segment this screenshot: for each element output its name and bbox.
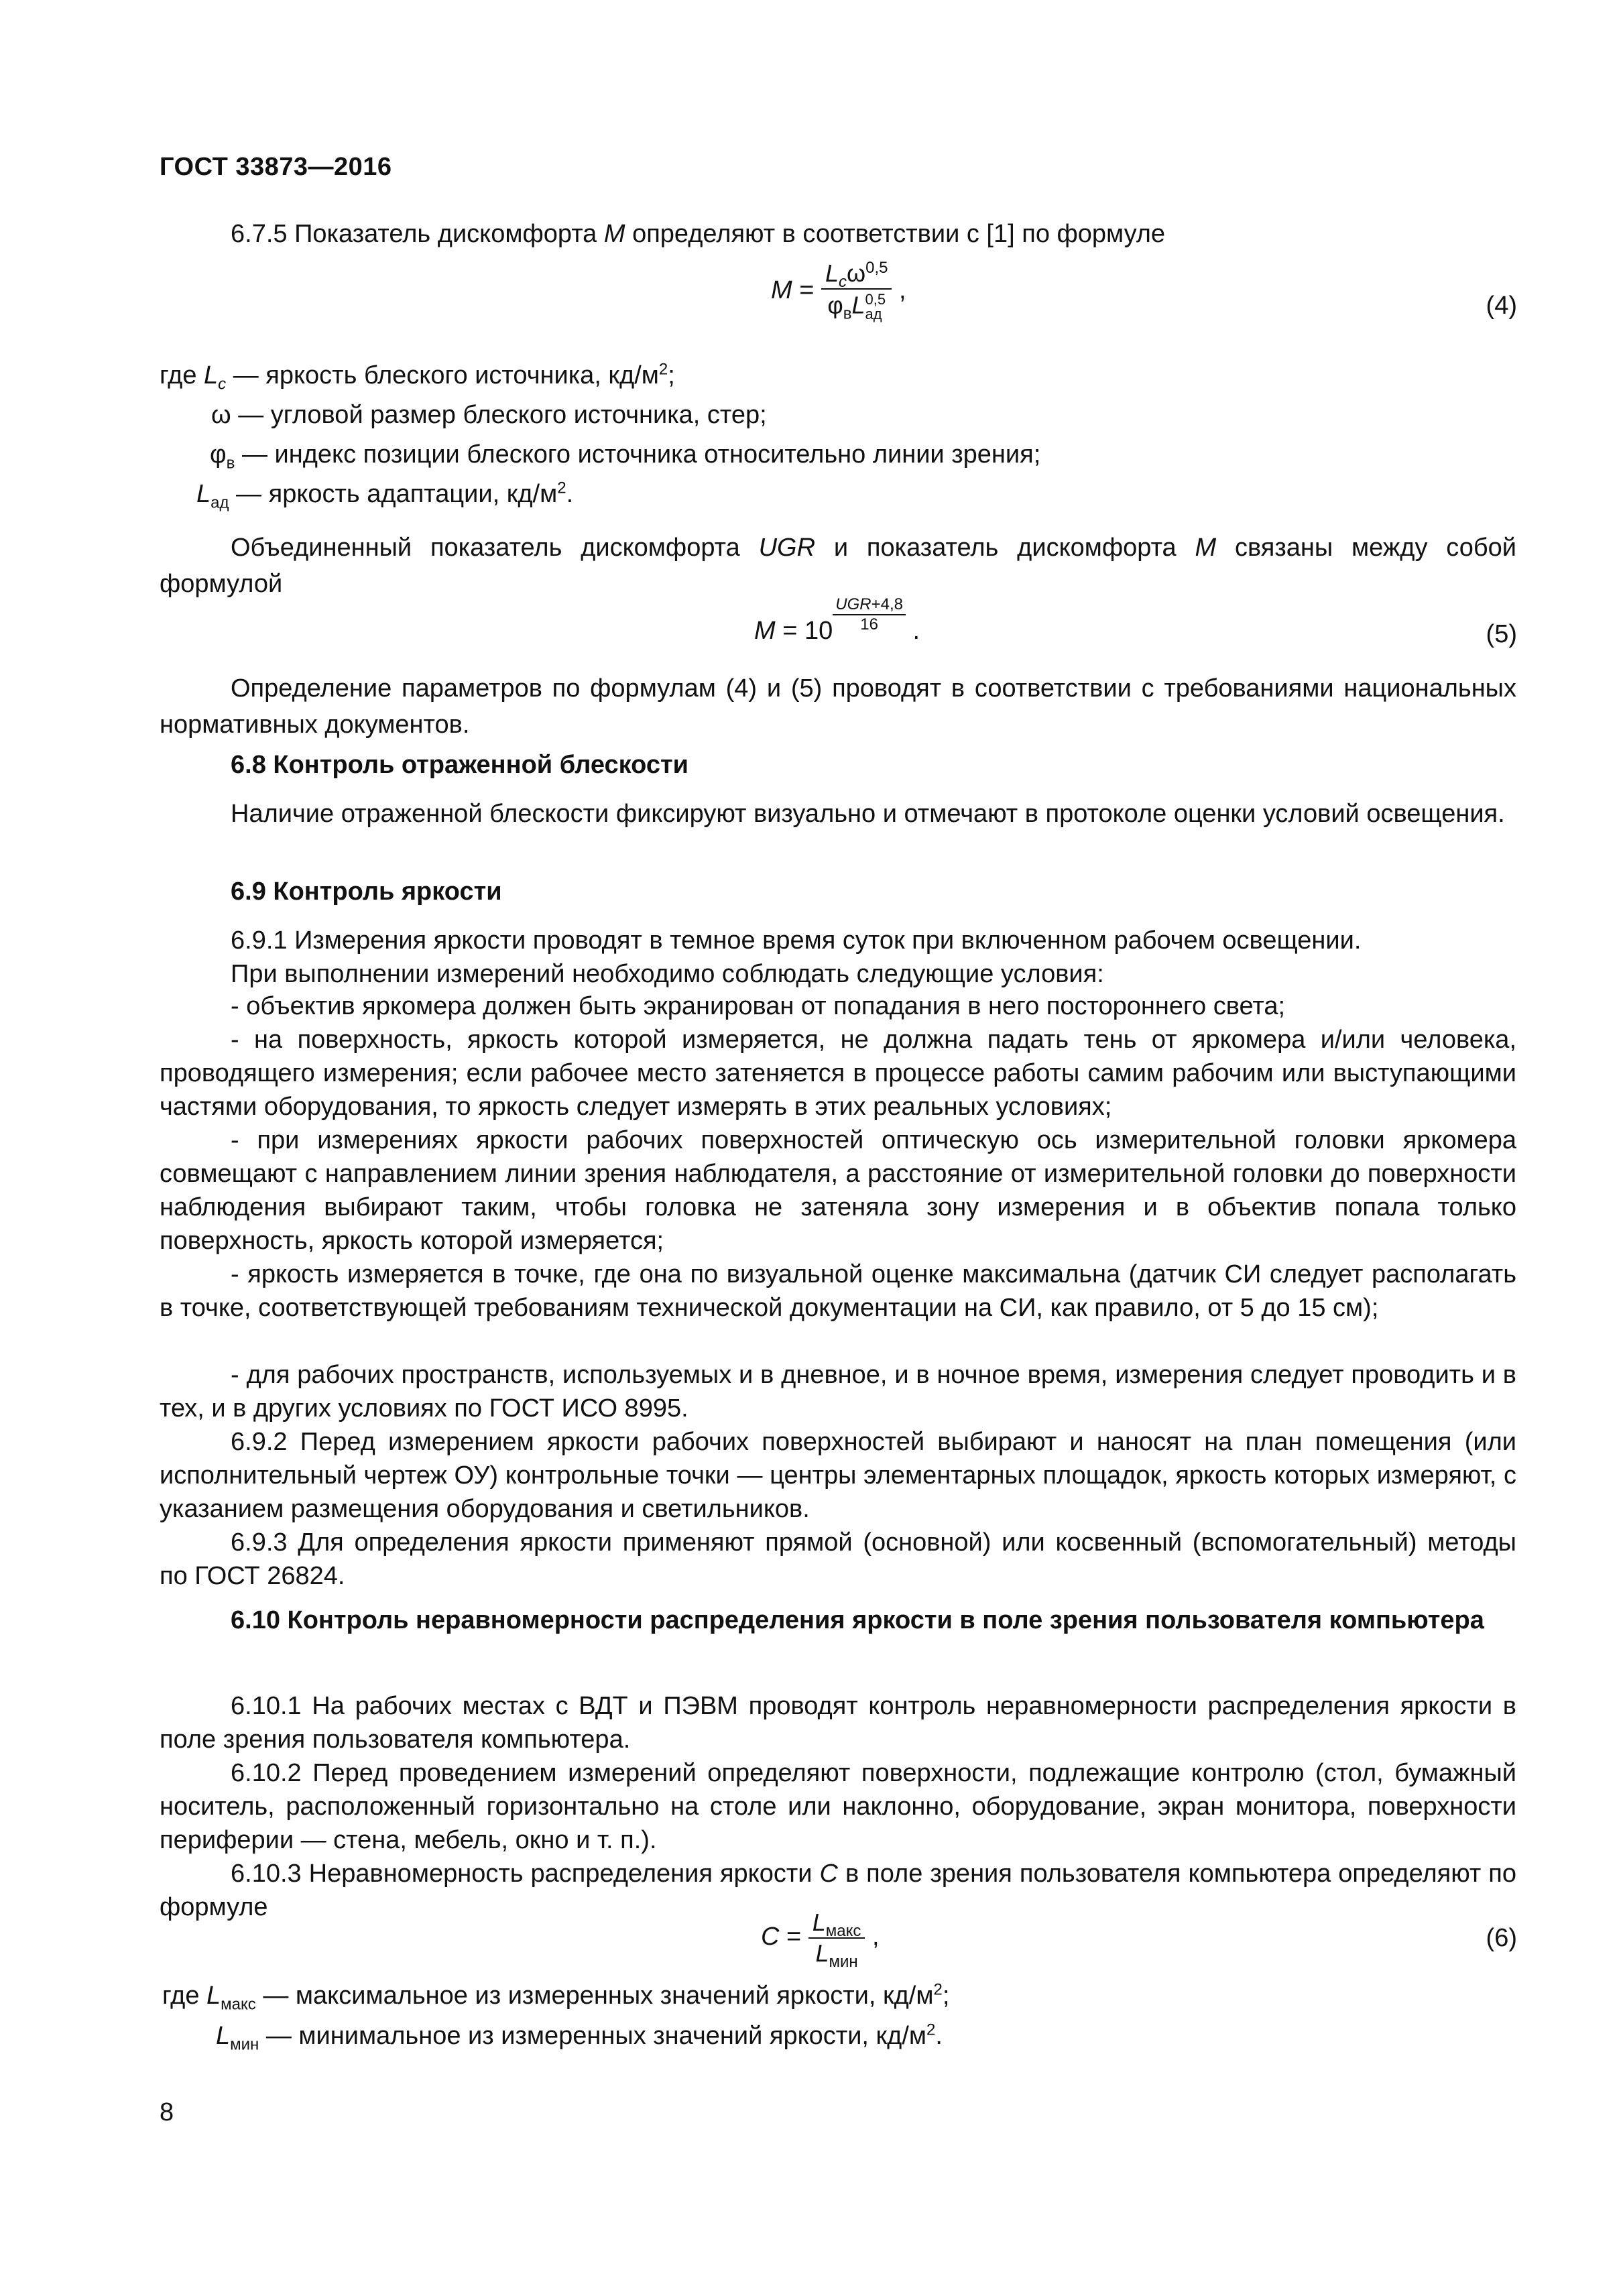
paragraph-6-9-3: 6.9.3 Для определения яркости применяют прямой (основной) или косвенный (вспомогательный) методы по ГОСТ 26824. [160, 1528, 1516, 1590]
bullet-max-point: - яркость измеряется в точке, где она по визуальной оценке максимальна (датчик СИ следует располагать в точке, соответствующей требованиям технической документации на СИ, как правило, от 5 до 15 см); [160, 1260, 1516, 1322]
formula-6: C = $\frac{L_{макс}}{L_{мин}}$ , [761, 1909, 880, 1972]
paragraph-6-9-1-conditions: При выполнении измерений необходимо соблюдать следующие условия: [231, 960, 1104, 988]
formula-4-fraction: $L_c\omega^{0,5}$ $\varphi_вL$ 0,5 ад [821, 261, 892, 322]
bullet-day-night: - для рабочих пространств, используемых и в дневное, и в ночное время, измерения следует проводить и в тех, и в других условиях по ГОСТ ИСО 8995. [160, 1361, 1516, 1423]
paragraph-6-10-1: 6.10.1 На рабочих местах с ВДТ и ПЭВМ проводят контроль неравномерности распределения яркости в поле зрения пользователя компьютера. [160, 1692, 1516, 1754]
definition-Lmax: где $L_{макс}$ — максимальное из измеренных значений яркости, $кд/м^2$; [162, 1980, 950, 2014]
definition-phi: $\varphi_в$ — индекс позиции блеского источника относительно линии зрения; [210, 440, 1041, 473]
heading-6-8: 6.8 Контроль отраженной блескости [231, 751, 688, 779]
formula-4: M = $L_c\omega^{0,5}$ $\varphi_вL$ 0,5 ад , [771, 259, 906, 323]
formula-6-number: (6) [1486, 1924, 1517, 1952]
heading-6-9: 6.9 Контроль яркости [231, 878, 502, 906]
paragraph-6-10-2: 6.10.2 Перед проведением измерений определяют поверхности, подлежащие контролю (стол, бумажный носитель, расположенный горизонтально на столе или наклонно, оборудование, экран монитора, поверхности периферии — стена, мебель, окно и т. п.). [160, 1759, 1516, 1854]
formula-4-number: (4) [1486, 292, 1517, 320]
page-number: 8 [160, 2098, 174, 2126]
formula-5-number: (5) [1486, 620, 1517, 648]
paragraph-6-8: Наличие отраженной блескости фиксируют визуально и отмечают в протоколе оценки условий освещения. [231, 800, 1505, 828]
formula-5: M = 10 $\frac{\text{UGR+4,8}}{16}$ . [754, 595, 920, 645]
heading-6-10: 6.10 Контроль неравномерности распределения яркости в поле зрения пользователя компьютера [231, 1606, 1484, 1634]
bullet-no-shadow: - на поверхность, яркость которой измеряется, не должна падать тень от яркомера и/или человека, проводящего измерения; если рабочее место затеняется в процессе работы самим рабочим или выступающими частями оборудования, то яркость следует измерять в этих реальных условиях; [160, 1026, 1516, 1121]
formula-6-fraction: $\frac{L_{макс}}{L_{мин}}$ [808, 1911, 865, 1966]
definition-omega: ω — угловой размер блеского источника, стер; [211, 401, 767, 429]
bullet-lens-shielding: - объектив яркомера должен быть экранирован от попадания в него постороннего света; [231, 992, 1286, 1020]
paragraph-parameters: Определение параметров по формулам (4) и (5) проводят в соответствии с требованиями национальных нормативных документов. [160, 674, 1516, 739]
paragraph-6-9-2: 6.9.2 Перед измерением яркости рабочих поверхностей выбирают и наносят на план помещения (или исполнительный чертеж ОУ) контрольные точки — центры элементарных площадок, яркость которых измеряют, с указанием размещения оборудования и светильников. [160, 1428, 1516, 1523]
paragraph-6-10-3: 6.10.3 Неравномерность распределения яркости C в поле зрения пользователя компьютера определяют по формуле [160, 1860, 1516, 1921]
paragraph-6-7-5: 6.7.5 Показатель дискомфорта M определяют в соответствии с [1] по формуле [231, 220, 1166, 248]
bullet-optical-axis: - при измерениях яркости рабочих поверхностей оптическую ось измерительной головки яркомера совмещают с направлением линии зрения наблюдателя, а расстояние от измерительной головки до поверхности наблюдения выбирают таким, чтобы головка не затеняла зону измерения и в объектив попала только поверхность, яркость которой измеряется; [160, 1126, 1516, 1255]
paragraph-ugr: Объединенный показатель дискомфорта UGR и показатель дискомфорта M связаны между собой формулой [160, 534, 1516, 598]
paragraph-6-9-1: 6.9.1 Измерения яркости проводят в темное время суток при включенном рабочем освещении. [231, 926, 1362, 955]
definition-Lc: где $L_c$ — яркость блеского источника, $кд/м^2$; [160, 360, 675, 394]
definition-Lad: $L_{ад}$ — яркость адаптации, $кд/м^2$. [196, 479, 574, 512]
formula-5-exponent: $\frac{\text{UGR+4,8}}{16}$ [833, 597, 906, 633]
document-code-header: ГОСТ 33873—2016 [160, 153, 392, 181]
definition-Lmin: $L_{мин}$ — минимальное из измеренных значений яркости, $кд/м^2$. [216, 2020, 943, 2054]
